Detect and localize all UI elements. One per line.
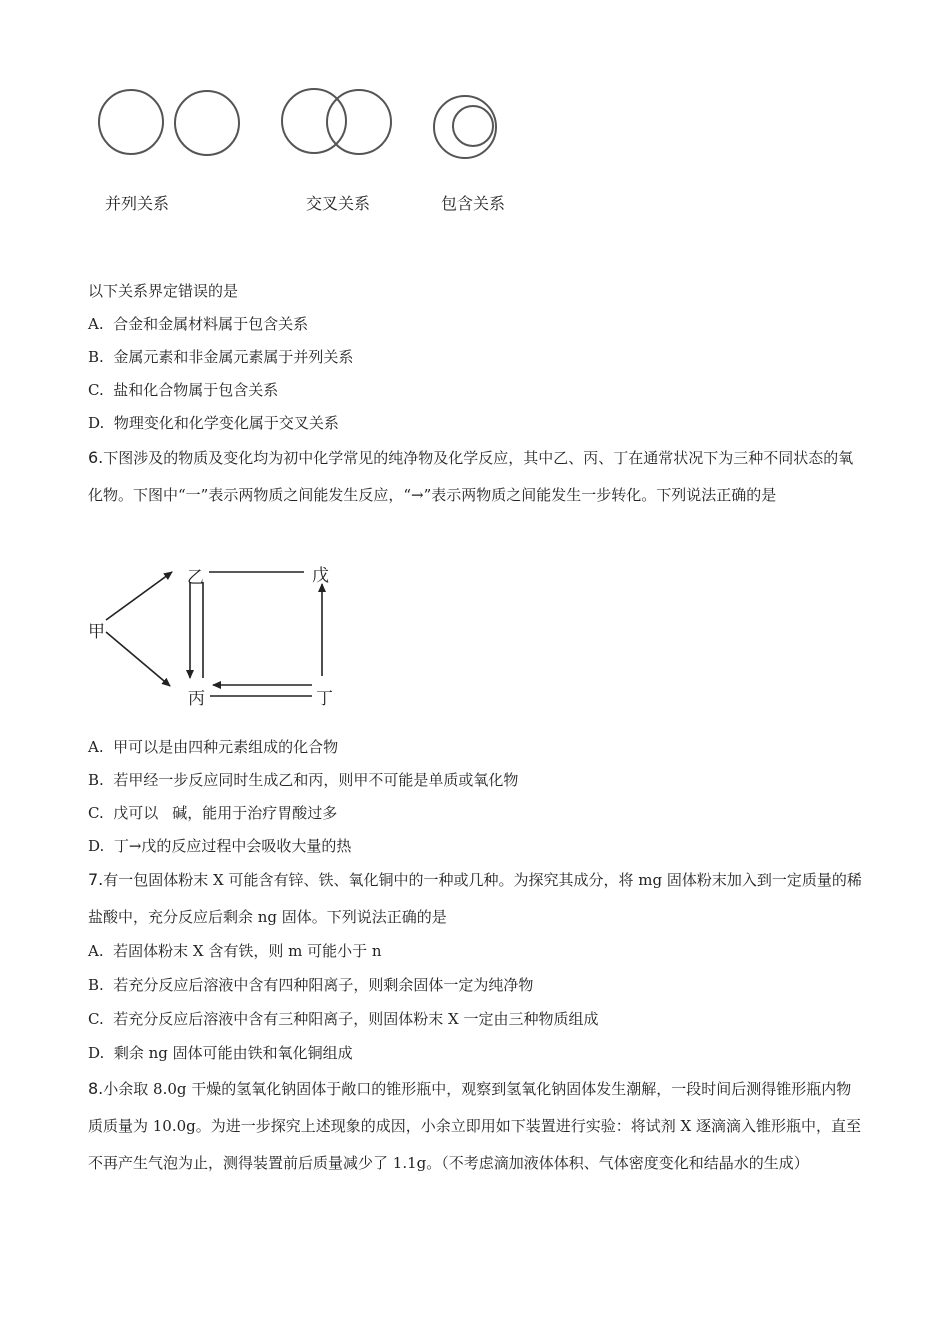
venn-label-contain: 包含关系 <box>441 194 506 213</box>
q5-option-c: C. 盐和化合物属于包含关系 <box>88 381 279 399</box>
q5-option-b: B. 金属元素和非金属元素属于并列关系 <box>88 348 354 366</box>
diagram-ding: 丁 <box>316 689 333 709</box>
diagram-wu: 戊 <box>312 566 329 586</box>
q6-option-a: A. 甲可以是由四种元素组成的化合物 <box>88 738 339 756</box>
venn-contain-circle-outer <box>434 96 496 158</box>
venn-parallel-circle-left <box>99 90 163 154</box>
q6-stem: 6.下图涉及的物质及变化均为初中化学常见的纯净物及化学反应，其中乙、丙、丁在通常状况下为三种不同状态的氧化物。下图中“一”表示两物质之间能发生反应，“→”表示两物质之间能发生一步转化。下列说法正确的是 <box>88 448 854 504</box>
q7-option-a: A. 若固体粉末 X 含有铁，则 m 可能小于 n <box>88 942 382 960</box>
q7-option-d: D. 剩余 ng 固体可能由铁和氧化铜组成 <box>88 1044 353 1062</box>
q5-option-a: A. 合金和金属材料属于包含关系 <box>88 315 309 333</box>
q6-option-b: B. 若甲经一步反应同时生成乙和丙，则甲不可能是单质或氧化物 <box>88 771 519 789</box>
diagram-yi: 乙 <box>187 568 204 588</box>
q6-option-d: D. 丁→戊的反应过程中会吸收大量的热 <box>88 837 352 855</box>
q5-prompt: 以下关系界定错误的是 <box>88 282 239 300</box>
reaction-diagram <box>0 550 420 720</box>
q6-option-c: C. 戊可以 碱，能用于治疗胃酸过多 <box>88 804 338 822</box>
venn-label-cross: 交叉关系 <box>306 194 371 213</box>
venn-parallel-circle-right <box>175 91 239 155</box>
diagram-bing: 丙 <box>188 689 205 709</box>
q7-option-b: B. 若充分反应后溶液中含有四种阳离子，则剩余固体一定为纯净物 <box>88 976 534 994</box>
diagram-jia: 甲 <box>88 622 105 642</box>
q7-stem: 7.有一包固体粉末 X 可能含有锌、铁、氧化铜中的一种或几种。为探究其成分，将 mg 固体粉末加入到一定质量的稀盐酸中，充分反应后剩余 ng 固体。下列说法正确的是 <box>88 870 862 926</box>
arrow-jia-to-yi <box>106 572 172 620</box>
q5-option-d: D. 物理变化和化学变化属于交叉关系 <box>88 414 339 432</box>
q7-option-c: C. 若充分反应后溶液中含有三种阳离子，则固体粉末 X 一定由三种物质组成 <box>88 1010 599 1028</box>
venn-contain-circle-inner <box>453 106 493 146</box>
venn-label-parallel: 并列关系 <box>105 194 170 213</box>
venn-diagrams <box>0 0 950 180</box>
venn-cross-circle-right <box>327 90 391 154</box>
q8-stem: 8.小余取 8.0g 干燥的氢氧化钠固体于敞口的锥形瓶中，观察到氢氧化钠固体发生潮解，一段时间后测得锥形瓶内物质质量为 10.0g。为进一步探究上述现象的成因，小余立即用如下装置进行实验：将试剂 X 逐滴滴入锥形瓶中，直至不再产生气泡为止，测得装置前后质量减少了 1.1g。（不考虑滴加液体体积、气体密度变化和结晶水的生成） <box>88 1079 861 1172</box>
arrow-jia-to-bing <box>106 632 170 686</box>
